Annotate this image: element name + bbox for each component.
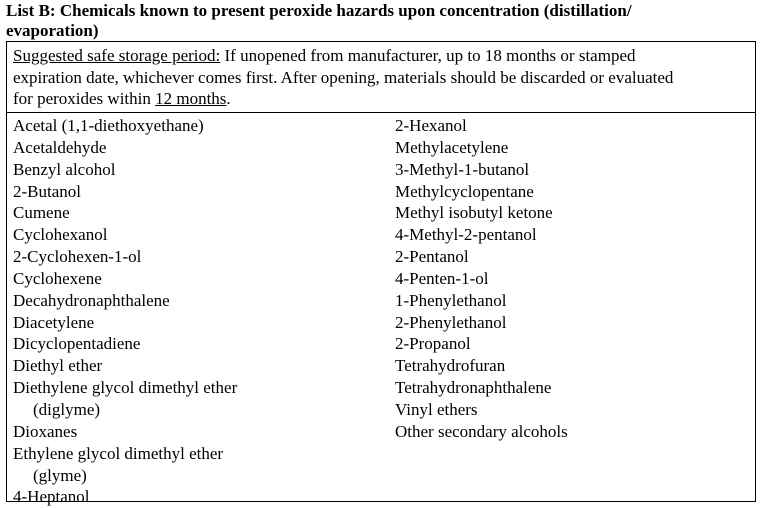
list-item: 4-Methyl-2-pentanol bbox=[395, 225, 537, 245]
list-item: 3-Methyl-1-butanol bbox=[395, 159, 530, 179]
list-item: Cumene bbox=[13, 203, 70, 223]
list-item: 2-Phenylethanol bbox=[395, 312, 507, 332]
storage-text-3: for peroxides within bbox=[13, 89, 156, 108]
list-item: Cyclohexene bbox=[13, 268, 102, 288]
list-item: 2-Butanol bbox=[13, 181, 81, 201]
storage-line-1 bbox=[13, 45, 749, 67]
list-item: Dioxanes bbox=[13, 421, 78, 441]
storage-period-end: . bbox=[226, 89, 231, 108]
list-item-continuation: (glyme) bbox=[33, 465, 87, 485]
title-line-1: List B: Chemicals known to present peroxide hazards upon concentration (distillation/ bbox=[6, 1, 632, 20]
storage-period-note bbox=[7, 42, 755, 113]
list-item: 2-Cyclohexen-1-ol bbox=[13, 247, 142, 267]
list-item: Diethylene glycol dimethyl ether bbox=[13, 378, 238, 398]
storage-line-3 bbox=[13, 88, 749, 110]
list-item: Benzyl alcohol bbox=[13, 159, 116, 179]
list-item: Dicyclopentadiene bbox=[13, 334, 141, 354]
list-item: Other secondary alcohols bbox=[395, 421, 568, 441]
list-item: Methyl isobutyl ketone bbox=[395, 203, 553, 223]
left-chemical-column bbox=[13, 115, 383, 508]
storage-label: Suggested safe storage period: bbox=[13, 46, 221, 65]
list-item: 2-Propanol bbox=[395, 334, 471, 354]
storage-line-2: expiration date, whichever comes first. After opening, materials should be discarded or evaluated bbox=[13, 67, 674, 87]
list-item: Ethylene glycol dimethyl ether bbox=[13, 443, 224, 463]
list-item: Vinyl ethers bbox=[395, 399, 478, 419]
list-item: 4-Penten-1-ol bbox=[395, 268, 489, 288]
list-item: Acetaldehyde bbox=[13, 137, 107, 157]
list-item: 1-Phenylethanol bbox=[395, 290, 507, 310]
right-chemical-column bbox=[395, 115, 751, 443]
list-item: Methylcyclopentane bbox=[395, 181, 534, 201]
list-item: 2-Pentanol bbox=[395, 247, 469, 267]
list-item-continuation: (diglyme) bbox=[33, 399, 101, 419]
list-item: Tetrahydrofuran bbox=[395, 356, 506, 376]
list-item: Cyclohexanol bbox=[13, 225, 108, 245]
list-item: 4-Heptanol bbox=[13, 487, 90, 507]
list-item: Acetal (1,1-diethoxyethane) bbox=[13, 116, 204, 135]
list-item: Methylacetylene bbox=[395, 137, 509, 157]
chemical-table bbox=[6, 41, 756, 507]
list-item: Diethyl ether bbox=[13, 356, 103, 376]
list-title bbox=[6, 1, 756, 41]
storage-period: 12 months bbox=[155, 89, 227, 108]
list-item: Decahydronaphthalene bbox=[13, 290, 170, 310]
title-line-2: evaporation) bbox=[6, 21, 99, 40]
list-item: Tetrahydronaphthalene bbox=[395, 378, 552, 398]
list-item: 2-Hexanol bbox=[395, 116, 467, 135]
storage-text-1: If unopened from manufacturer, up to 18 months or stamped bbox=[220, 46, 636, 65]
list-item: Diacetylene bbox=[13, 312, 95, 332]
